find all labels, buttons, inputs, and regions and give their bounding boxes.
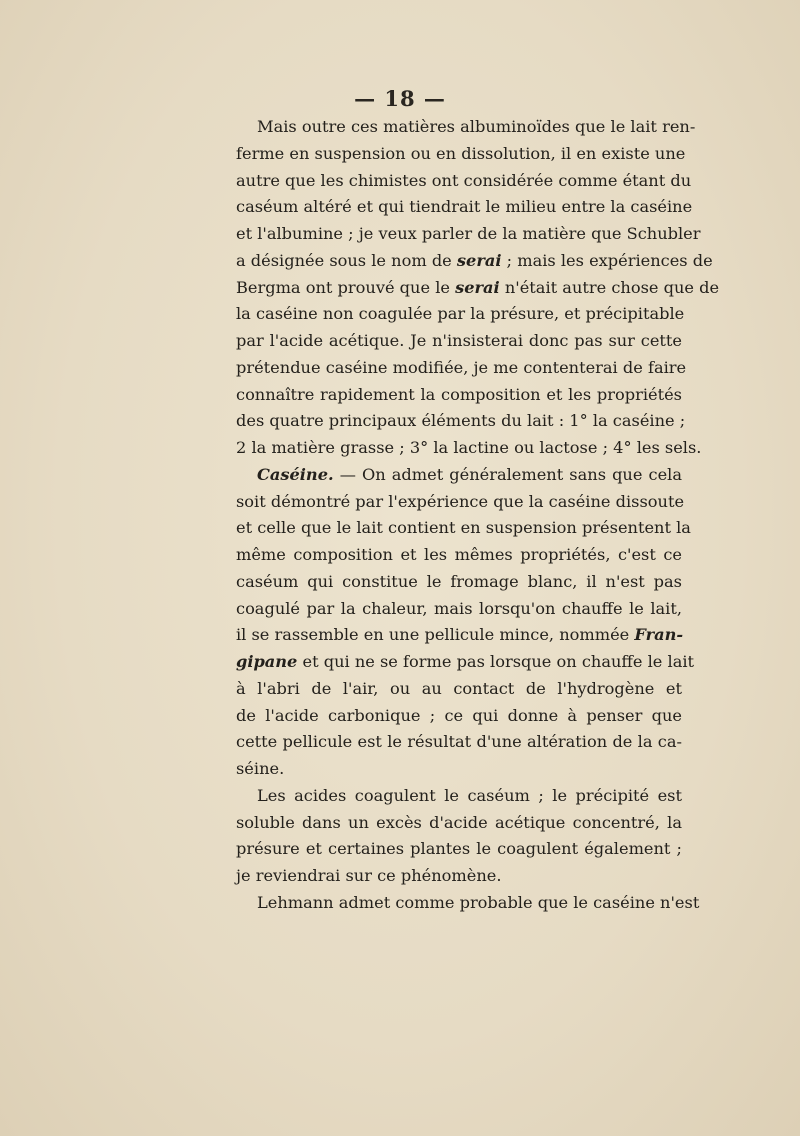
text-line xyxy=(236,596,682,623)
text-run: soluble dans un excès d'acide acétique concentré, la xyxy=(236,812,682,832)
text-run: et l'albumine ; je veux parler de la matière que Schubler xyxy=(236,224,701,243)
page-number: — 18 — xyxy=(354,86,446,111)
text-run: coagulé par la chaleur, mais lorsqu'on chauffe le lait, xyxy=(236,598,682,618)
text-run: et celle que le lait contient en suspension présentent la xyxy=(236,518,691,538)
text-line xyxy=(236,168,692,195)
italic-term: serai xyxy=(456,250,502,270)
text-line xyxy=(236,676,682,703)
italic-term: gipane xyxy=(236,652,298,671)
text-line xyxy=(236,462,682,489)
text-line xyxy=(236,355,687,382)
text-line xyxy=(236,435,702,462)
text-line xyxy=(236,756,682,783)
text-run: caséum altéré et qui tiendrait le milieu entre la caséine xyxy=(236,197,693,217)
text-line xyxy=(236,141,686,168)
text-line xyxy=(236,810,682,837)
italic-term: serai xyxy=(455,277,500,297)
text-run: a désignée sous le nom de xyxy=(236,250,457,270)
text-line xyxy=(236,729,682,756)
text-run: même composition et les mêmes propriétés, c'est ce xyxy=(236,545,682,564)
text-line xyxy=(236,328,682,355)
text-run: connaître rapidement la composition et les propriétés xyxy=(236,384,682,404)
text-run: Mais outre ces matières albuminoïdes que le lait ren- xyxy=(257,117,696,136)
text-run: la caséine non coagulée par la présure, et précipitable xyxy=(236,304,685,324)
text-line xyxy=(236,515,691,542)
text-line xyxy=(236,194,693,221)
text-run: et qui ne se forme pas lorsque on chauffe le lait xyxy=(297,652,695,671)
text-run: autre que les chimistes ont considérée comme étant du xyxy=(236,170,692,190)
text-run: 2 la matière grasse ; 3° la lactine ou lactose ; 4° les sels. xyxy=(236,438,702,457)
text-line xyxy=(236,301,685,328)
text-run: par l'acide acétique. Je n'insisterai donc pas sur cette xyxy=(236,331,682,350)
text-line xyxy=(236,542,682,569)
text-run: n'était autre chose que de xyxy=(499,277,720,297)
text-line xyxy=(236,836,682,863)
text-run: cette pellicule est le résultat d'une altération de la ca- xyxy=(236,732,682,752)
body-text xyxy=(236,114,720,917)
text-line xyxy=(236,221,701,248)
text-line xyxy=(236,863,682,890)
italic-term: Fran- xyxy=(634,625,684,645)
italic-term: Caséine. xyxy=(257,464,334,484)
text-run: séine. xyxy=(236,759,285,778)
text-line xyxy=(236,649,695,676)
text-line xyxy=(236,489,685,516)
text-line xyxy=(236,783,682,810)
text-run: des quatre principaux éléments du lait : 1° la caséine ; xyxy=(236,411,686,431)
text-run: ferme en suspension ou en dissolution, il en existe une xyxy=(236,143,686,163)
text-run: caséum qui constitue le fromage blanc, il n'est pas xyxy=(236,571,682,591)
text-run: ; mais les expériences de xyxy=(501,250,713,270)
text-run: — On admet généralement sans que cela xyxy=(333,464,682,484)
text-line xyxy=(236,408,686,435)
text-run: de l'acide carbonique ; ce qui donne à penser que xyxy=(236,705,682,725)
text-run: il se rassemble en une pellicule mince, nommée xyxy=(236,625,635,645)
text-run: à l'abri de l'air, ou au contact de l'hydrogène et xyxy=(236,678,682,698)
text-line xyxy=(236,248,713,275)
text-run: Bergma ont prouvé que le xyxy=(236,277,456,297)
text-line xyxy=(236,890,700,917)
text-run: je reviendrai sur ce phénomène. xyxy=(236,866,502,885)
text-line xyxy=(236,622,682,649)
text-line xyxy=(236,275,720,302)
text-run: soit démontré par l'expérience que la caséine dissoute xyxy=(236,491,685,511)
text-line xyxy=(236,569,682,596)
text-line xyxy=(236,382,682,409)
text-run: Les acides coagulent le caséum ; le précipité est xyxy=(257,785,682,805)
text-line xyxy=(236,703,682,730)
text-run: Lehmann admet comme probable que le caséine n'est xyxy=(257,892,700,912)
text-line xyxy=(236,114,696,141)
text-run: présure et certaines plantes le coagulent également ; xyxy=(236,839,682,859)
text-run: prétendue caséine modifiée, je me contenterai de faire xyxy=(236,357,687,377)
